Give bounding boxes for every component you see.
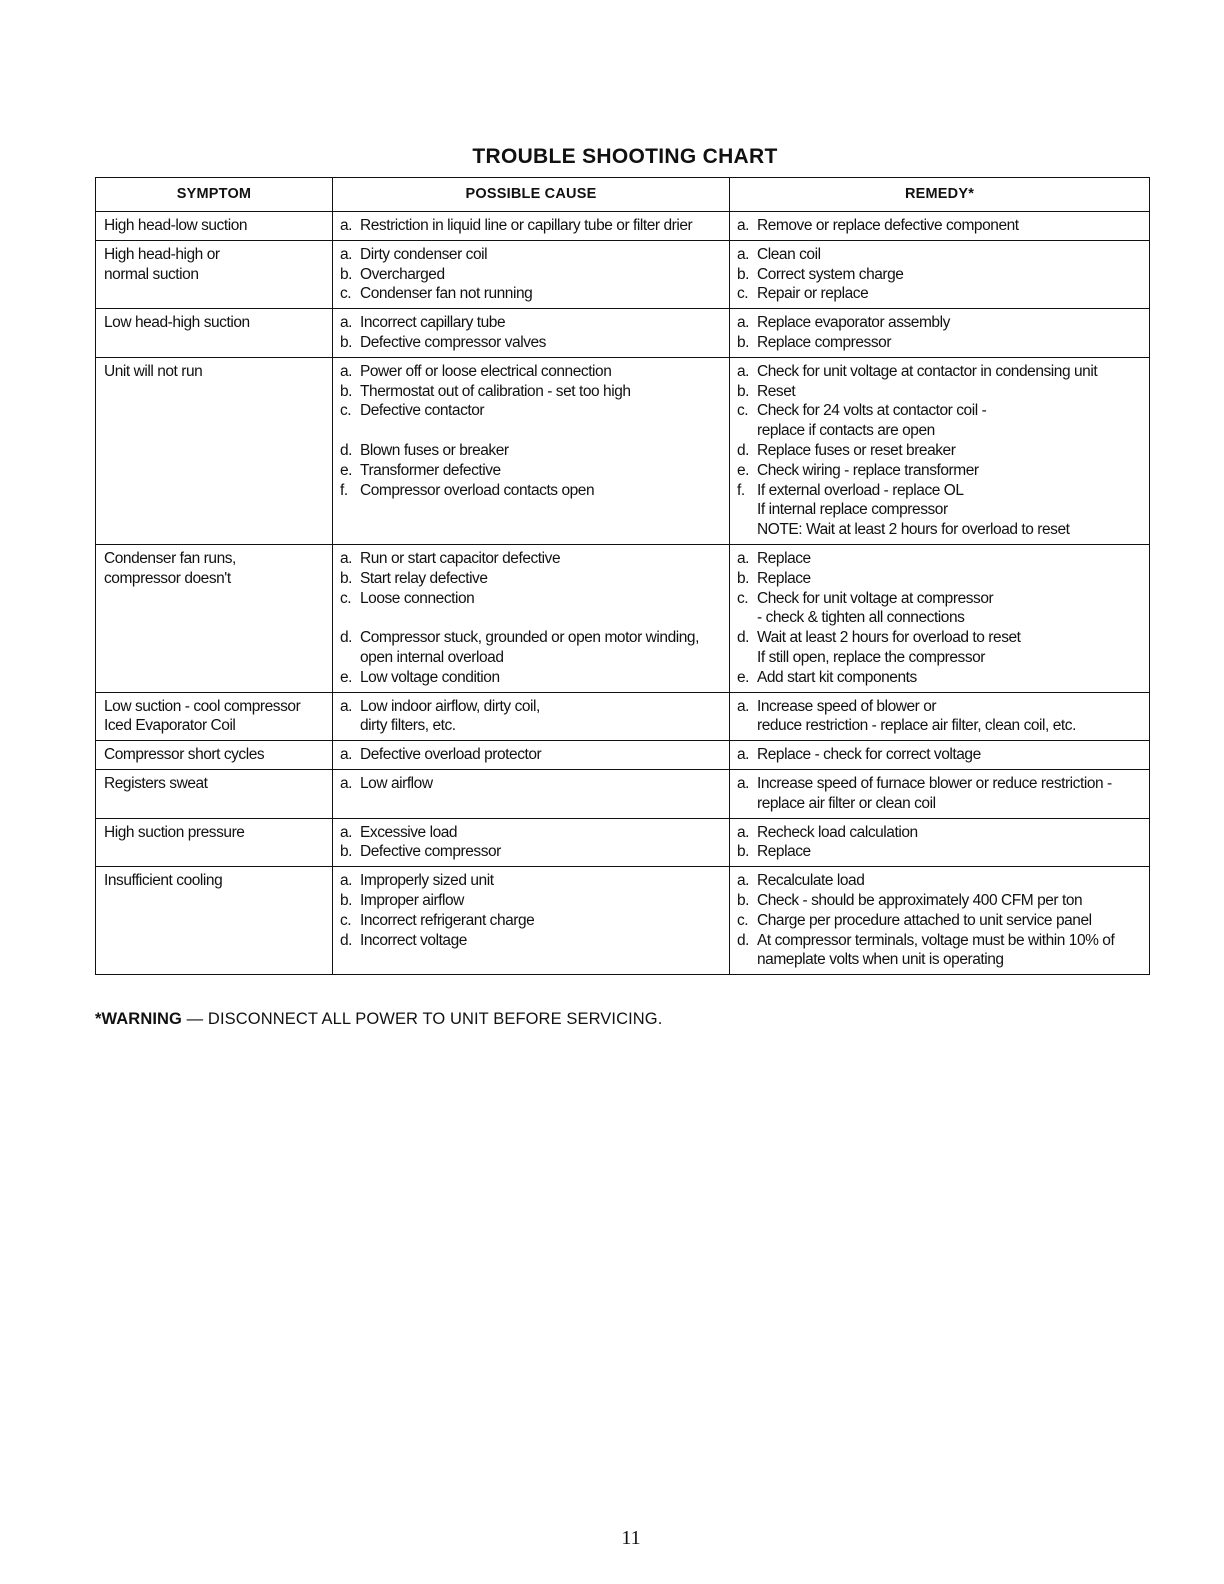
symptom-line: Iced Evaporator Coil: [104, 717, 236, 735]
cause-line: Run or start capacitor defective: [360, 549, 561, 567]
cause-text: [360, 911, 723, 931]
cause-label: c.: [340, 402, 352, 420]
cause-label: a.: [340, 549, 353, 567]
remedy-label: d.: [737, 441, 750, 459]
remedy-line: Reset: [757, 382, 796, 400]
cause-text: [360, 589, 723, 609]
cause-line: Defective overload protector: [360, 746, 542, 764]
remedy-item: [737, 216, 1143, 236]
remedy-item: [737, 265, 1143, 285]
remedy-label: e.: [737, 668, 750, 686]
remedy-line: nameplate volts when unit is operating: [757, 951, 1004, 969]
remedy-text: [757, 284, 1143, 304]
remedy-text: [757, 549, 1143, 569]
possible-cause-cell: [333, 769, 730, 818]
symptom-line: High head-high or: [104, 245, 220, 263]
cause-label: a.: [340, 746, 353, 764]
remedy-text: [757, 628, 1143, 668]
symptom-cell: [96, 240, 333, 308]
remedy-cell: [730, 357, 1150, 544]
cause-label: a.: [340, 774, 353, 792]
remedy-line: replace air filter or clean coil: [757, 794, 936, 812]
remedy-item: [737, 245, 1143, 265]
remedy-item: [737, 481, 1143, 540]
remedy-line: Check for unit voltage at compressor: [757, 589, 994, 607]
cause-label: a.: [340, 697, 353, 715]
remedy-line: Clean coil: [757, 245, 821, 263]
cause-line: Improper airflow: [360, 891, 464, 909]
cause-line: Improperly sized unit: [360, 872, 494, 890]
cause-line: Restriction in liquid line or capillary tube or filter drier: [360, 217, 693, 234]
remedy-label: d.: [737, 931, 750, 949]
remedy-line: At compressor terminals, voltage must be within 10% of: [757, 931, 1115, 949]
remedy-label: c.: [737, 911, 749, 929]
remedy-text: [757, 461, 1143, 481]
cause-text: [360, 216, 723, 236]
cause-label: a.: [340, 245, 353, 263]
cause-label: f.: [340, 481, 348, 499]
remedy-text: [757, 774, 1143, 814]
cause-item: [340, 284, 723, 304]
warning-text: — DISCONNECT ALL POWER TO UNIT BEFORE SERVICING.: [181, 1010, 663, 1028]
remedy-text: [757, 891, 1143, 911]
cause-label: c.: [340, 285, 352, 303]
cause-label: b.: [340, 382, 353, 400]
cause-label: a.: [340, 217, 353, 234]
remedy-label: a.: [737, 774, 750, 792]
remedy-line: Wait at least 2 hours for overload to reset: [757, 629, 1021, 647]
cause-text: [360, 842, 723, 862]
cause-line: Loose connection: [360, 589, 475, 607]
remedy-line: If external overload - replace OL: [757, 481, 964, 499]
remedy-text: [757, 823, 1143, 843]
remedy-line: - check & tighten all connections: [757, 609, 965, 627]
cause-item: [340, 569, 723, 589]
remedy-cell: [730, 544, 1150, 692]
cause-text: [360, 823, 723, 843]
remedy-line: Check - should be approximately 400 CFM per ton: [757, 891, 1083, 909]
table-row: [96, 544, 1150, 692]
remedy-cell: [730, 212, 1150, 241]
cause-text: [360, 441, 723, 461]
cause-text: [360, 382, 723, 402]
cause-text: [360, 265, 723, 285]
table-row: [96, 240, 1150, 308]
cause-text: [360, 891, 723, 911]
possible-cause-cell: [333, 741, 730, 770]
remedy-line: Replace: [757, 843, 811, 861]
cause-text: [360, 774, 723, 794]
cause-label: c.: [340, 911, 352, 929]
cause-line: Defective compressor valves: [360, 333, 546, 351]
remedy-item: [737, 697, 1143, 737]
symptom-line: Compressor short cycles: [104, 746, 265, 764]
table-row: [96, 357, 1150, 544]
remedy-line: Replace: [757, 569, 811, 587]
cause-line: Incorrect capillary tube: [360, 314, 506, 332]
cause-line: Overcharged: [360, 265, 445, 283]
cause-line: Blown fuses or breaker: [360, 441, 509, 459]
cause-text: [360, 245, 723, 265]
cause-item: [340, 362, 723, 382]
cause-line: Dirty condenser coil: [360, 245, 488, 263]
remedy-label: a.: [737, 697, 750, 715]
remedy-text: [757, 569, 1143, 589]
symptom-line: Unit will not run: [104, 362, 203, 380]
remedy-text: [757, 481, 1143, 540]
remedy-line: Replace evaporator assembly: [757, 314, 950, 332]
cause-line: Thermostat out of calibration - set too high: [360, 382, 631, 400]
symptom-cell: [96, 741, 333, 770]
remedy-text: [757, 931, 1143, 971]
remedy-item: [737, 891, 1143, 911]
remedy-label: a.: [737, 314, 750, 332]
trouble-shooting-table: [95, 177, 1150, 975]
header-symptom: SYMPTOM: [96, 178, 333, 212]
cause-label: e.: [340, 668, 353, 686]
cause-text: [360, 569, 723, 589]
cause-line: Power off or loose electrical connection: [360, 362, 612, 380]
remedy-item: [737, 362, 1143, 382]
remedy-item: [737, 871, 1143, 891]
cause-line: Excessive load: [360, 823, 458, 841]
symptom-cell: [96, 357, 333, 544]
cause-line: dirty filters, etc.: [360, 717, 456, 735]
remedy-line: Recalculate load: [757, 872, 865, 890]
cause-item: [340, 745, 723, 765]
remedy-label: d.: [737, 629, 750, 647]
warning-label: *WARNING: [95, 1010, 182, 1028]
table-row: [96, 818, 1150, 867]
remedy-cell: [730, 818, 1150, 867]
cause-item: [340, 461, 723, 481]
remedy-item: [737, 823, 1143, 843]
remedy-label: b.: [737, 265, 750, 283]
remedy-line: replace if contacts are open: [757, 422, 935, 440]
header-remedy: REMEDY*: [730, 178, 1150, 212]
possible-cause-cell: [333, 240, 730, 308]
cause-text: [360, 931, 723, 951]
table-row: [96, 212, 1150, 241]
remedy-line: Correct system charge: [757, 265, 904, 283]
cause-line: open internal overload: [360, 648, 504, 666]
symptom-cell: [96, 818, 333, 867]
cause-item: [340, 333, 723, 353]
remedy-line: Increase speed of blower or: [757, 697, 937, 715]
remedy-text: [757, 265, 1143, 285]
cause-item: [340, 216, 723, 236]
cause-text: [360, 745, 723, 765]
cause-label: a.: [340, 314, 353, 332]
cause-item: [340, 313, 723, 333]
remedy-label: a.: [737, 872, 750, 890]
table-row: [96, 867, 1150, 975]
cause-line: Compressor stuck, grounded or open motor winding,: [360, 629, 699, 647]
cause-item: [340, 823, 723, 843]
symptom-cell: [96, 212, 333, 241]
cause-line: Condenser fan not running: [360, 285, 533, 303]
cause-item: [340, 871, 723, 891]
symptom-line: Condenser fan runs,: [104, 549, 236, 567]
cause-line: Start relay defective: [360, 569, 488, 587]
cause-text: [360, 333, 723, 353]
cause-item: [340, 668, 723, 688]
cause-label: b.: [340, 891, 353, 909]
cause-line: Defective contactor: [360, 402, 485, 420]
remedy-item: [737, 668, 1143, 688]
page-number: 11: [621, 1527, 641, 1549]
remedy-label: a.: [737, 549, 750, 567]
remedy-item: [737, 284, 1143, 304]
possible-cause-cell: [333, 818, 730, 867]
remedy-text: [757, 745, 1143, 765]
remedy-line: Check wiring - replace transformer: [757, 461, 979, 479]
cause-text: [360, 313, 723, 333]
remedy-text: [757, 589, 1143, 629]
cause-line: Defective compressor: [360, 843, 501, 861]
cause-item: [340, 401, 723, 421]
remedy-line: Remove or replace defective component: [757, 217, 1019, 234]
remedy-item: [737, 461, 1143, 481]
remedy-item: [737, 313, 1143, 333]
symptom-cell: [96, 544, 333, 692]
cause-label: a.: [340, 362, 353, 380]
cause-line: Low indoor airflow, dirty coil,: [360, 697, 540, 715]
remedy-label: b.: [737, 569, 750, 587]
cause-label: a.: [340, 872, 353, 890]
remedy-item: [737, 628, 1143, 668]
remedy-item: [737, 333, 1143, 353]
possible-cause-cell: [333, 544, 730, 692]
remedy-text: [757, 697, 1143, 737]
remedy-line: Add start kit components: [757, 668, 917, 686]
chart-title: TROUBLE SHOOTING CHART: [472, 145, 778, 168]
symptom-line: Low head-high suction: [104, 314, 250, 332]
table-header-row: [96, 178, 1150, 212]
remedy-label: c.: [737, 285, 749, 303]
cause-item: [340, 931, 723, 951]
cause-item: [340, 245, 723, 265]
remedy-line: Recheck load calculation: [757, 823, 918, 841]
cause-text: [360, 401, 723, 421]
remedy-item: [737, 382, 1143, 402]
cause-item: [340, 911, 723, 931]
cause-text: [360, 871, 723, 891]
remedy-label: b.: [737, 843, 750, 861]
remedy-text: [757, 401, 1143, 441]
cause-label: d.: [340, 629, 353, 647]
remedy-cell: [730, 769, 1150, 818]
remedy-line: NOTE: Wait at least 2 hours for overload to reset: [757, 521, 1070, 539]
remedy-label: c.: [737, 589, 749, 607]
cause-item: [340, 842, 723, 862]
remedy-line: Check for 24 volts at contactor coil -: [757, 402, 987, 420]
table-row: [96, 741, 1150, 770]
remedy-line: Replace compressor: [757, 333, 892, 351]
cause-label: b.: [340, 843, 353, 861]
cause-line: Incorrect voltage: [360, 931, 467, 949]
cause-item: [340, 549, 723, 569]
cause-item: [340, 774, 723, 794]
remedy-cell: [730, 692, 1150, 741]
cause-item: [340, 481, 723, 501]
cause-text: [360, 628, 723, 668]
remedy-text: [757, 842, 1143, 862]
remedy-line: Charge per procedure attached to unit service panel: [757, 911, 1092, 929]
cause-text: [360, 362, 723, 382]
symptom-line: normal suction: [104, 265, 199, 283]
cause-label: a.: [340, 823, 353, 841]
remedy-text: [757, 245, 1143, 265]
possible-cause-cell: [333, 212, 730, 241]
remedy-line: If still open, replace the compressor: [757, 648, 986, 666]
remedy-text: [757, 911, 1143, 931]
remedy-item: [737, 589, 1143, 629]
cause-label: e.: [340, 461, 353, 479]
remedy-line: Replace - check for correct voltage: [757, 746, 981, 764]
symptom-cell: [96, 309, 333, 358]
cause-item: [340, 628, 723, 668]
remedy-label: b.: [737, 382, 750, 400]
cause-label: c.: [340, 589, 352, 607]
cause-label: d.: [340, 441, 353, 459]
remedy-item: [737, 911, 1143, 931]
remedy-label: a.: [737, 823, 750, 841]
cause-label: b.: [340, 265, 353, 283]
symptom-line: Registers sweat: [104, 774, 208, 792]
remedy-text: [757, 333, 1143, 353]
cause-line: Transformer defective: [360, 461, 501, 479]
remedy-label: c.: [737, 402, 749, 420]
cause-text: [360, 481, 723, 501]
remedy-label: a.: [737, 362, 750, 380]
remedy-line: Replace: [757, 549, 811, 567]
remedy-line: If internal replace compressor: [757, 501, 948, 519]
cause-text: [360, 697, 723, 737]
remedy-label: a.: [737, 217, 750, 234]
symptom-cell: [96, 769, 333, 818]
table-body: [96, 212, 1150, 975]
remedy-label: e.: [737, 461, 750, 479]
remedy-text: [757, 668, 1143, 688]
possible-cause-cell: [333, 357, 730, 544]
table-row: [96, 692, 1150, 741]
symptom-line: High suction pressure: [104, 823, 245, 841]
symptom-cell: [96, 692, 333, 741]
symptom-line: Insufficient cooling: [104, 872, 223, 890]
cause-spacer: [340, 608, 723, 628]
remedy-text: [757, 382, 1143, 402]
remedy-label: a.: [737, 245, 750, 263]
warning-note: [95, 1010, 662, 1029]
remedy-label: f.: [737, 481, 745, 499]
remedy-text: [757, 362, 1143, 382]
cause-text: [360, 461, 723, 481]
table-row: [96, 309, 1150, 358]
cause-item: [340, 382, 723, 402]
cause-line: Low voltage condition: [360, 668, 500, 686]
remedy-item: [737, 842, 1143, 862]
remedy-item: [737, 931, 1143, 971]
cause-spacer: [340, 421, 723, 441]
remedy-item: [737, 569, 1143, 589]
remedy-cell: [730, 741, 1150, 770]
cause-label: d.: [340, 931, 353, 949]
cause-label: b.: [340, 569, 353, 587]
remedy-line: Replace fuses or reset breaker: [757, 441, 956, 459]
possible-cause-cell: [333, 309, 730, 358]
cause-line: Low airflow: [360, 774, 433, 792]
symptom-line: compressor doesn't: [104, 569, 231, 587]
table-row: [96, 769, 1150, 818]
cause-item: [340, 265, 723, 285]
header-possible-cause: POSSIBLE CAUSE: [333, 178, 730, 212]
remedy-line: Check for unit voltage at contactor in condensing unit: [757, 362, 1098, 380]
cause-item: [340, 589, 723, 609]
possible-cause-cell: [333, 692, 730, 741]
possible-cause-cell: [333, 867, 730, 975]
symptom-line: High head-low suction: [104, 217, 248, 234]
remedy-label: b.: [737, 891, 750, 909]
cause-item: [340, 891, 723, 911]
remedy-cell: [730, 240, 1150, 308]
symptom-line: Low suction - cool compressor: [104, 697, 301, 715]
remedy-label: b.: [737, 333, 750, 351]
remedy-text: [757, 216, 1143, 236]
remedy-line: Repair or replace: [757, 285, 869, 303]
cause-item: [340, 697, 723, 737]
remedy-item: [737, 441, 1143, 461]
cause-label: b.: [340, 333, 353, 351]
remedy-cell: [730, 309, 1150, 358]
cause-line: Compressor overload contacts open: [360, 481, 595, 499]
remedy-text: [757, 441, 1143, 461]
cause-item: [340, 441, 723, 461]
remedy-cell: [730, 867, 1150, 975]
remedy-line: reduce restriction - replace air filter, clean coil, etc.: [757, 717, 1076, 735]
remedy-item: [737, 549, 1143, 569]
remedy-item: [737, 774, 1143, 814]
cause-line: Incorrect refrigerant charge: [360, 911, 535, 929]
remedy-item: [737, 401, 1143, 441]
remedy-line: Increase speed of furnace blower or reduce restriction -: [757, 774, 1112, 792]
symptom-cell: [96, 867, 333, 975]
cause-text: [360, 284, 723, 304]
remedy-label: a.: [737, 746, 750, 764]
cause-text: [360, 549, 723, 569]
remedy-text: [757, 313, 1143, 333]
remedy-item: [737, 745, 1143, 765]
remedy-text: [757, 871, 1143, 891]
cause-text: [360, 668, 723, 688]
